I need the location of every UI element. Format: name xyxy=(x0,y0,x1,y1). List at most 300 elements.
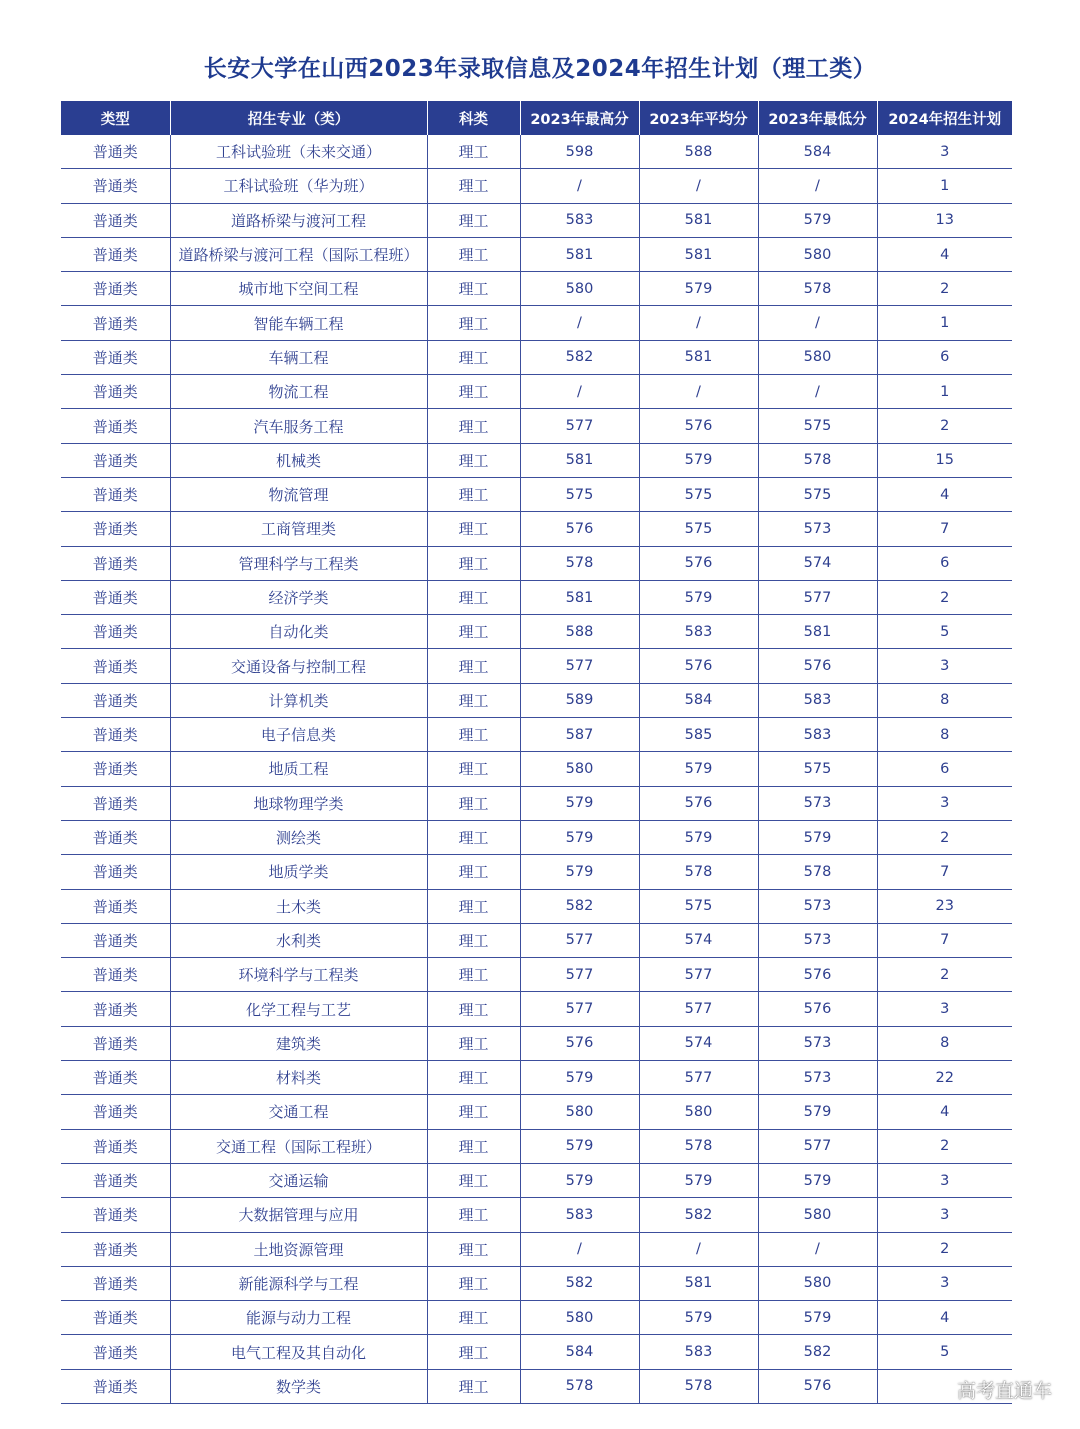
cell-min-score: 584 xyxy=(758,135,877,169)
cell-major: 机械类 xyxy=(170,443,427,477)
cell-major: 物流管理 xyxy=(170,477,427,511)
cell-subject: 理工 xyxy=(427,889,520,923)
cell-subject: 理工 xyxy=(427,752,520,786)
cell-plan-2024: 15 xyxy=(877,443,1012,477)
cell-min-score: 580 xyxy=(758,1198,877,1232)
cell-major: 计算机类 xyxy=(170,683,427,717)
cell-avg-score: 574 xyxy=(639,923,758,957)
cell-type: 普通类 xyxy=(61,992,170,1026)
cell-major: 化学工程与工艺 xyxy=(170,992,427,1026)
header-type: 类型 xyxy=(61,101,170,135)
cell-avg-score: 579 xyxy=(639,820,758,854)
cell-plan-2024: 4 xyxy=(877,237,1012,271)
cell-min-score: 575 xyxy=(758,752,877,786)
cell-plan-2024: 1 xyxy=(877,169,1012,203)
cell-subject: 理工 xyxy=(427,855,520,889)
cell-major: 大数据管理与应用 xyxy=(170,1198,427,1232)
cell-max-score: 582 xyxy=(520,889,639,923)
cell-major: 建筑类 xyxy=(170,1026,427,1060)
table-row xyxy=(61,272,1012,306)
cell-avg-score: 579 xyxy=(639,580,758,614)
cell-plan-2024: 2 xyxy=(877,958,1012,992)
cell-plan-2024: 4 xyxy=(877,1095,1012,1129)
cell-avg-score: 579 xyxy=(639,1163,758,1197)
header-major: 招生专业（类） xyxy=(170,101,427,135)
cell-subject: 理工 xyxy=(427,820,520,854)
cell-plan-2024: 7 xyxy=(877,923,1012,957)
table-row xyxy=(61,375,1012,409)
cell-subject: 理工 xyxy=(427,1061,520,1095)
cell-plan-2024: 3 xyxy=(877,1163,1012,1197)
cell-avg-score: 579 xyxy=(639,272,758,306)
cell-max-score: 577 xyxy=(520,923,639,957)
table-row xyxy=(61,1095,1012,1129)
cell-type: 普通类 xyxy=(61,546,170,580)
cell-min-score: 577 xyxy=(758,1129,877,1163)
table-row xyxy=(61,649,1012,683)
cell-subject: 理工 xyxy=(427,272,520,306)
cell-min-score: 576 xyxy=(758,992,877,1026)
cell-major: 地质学类 xyxy=(170,855,427,889)
cell-type: 普通类 xyxy=(61,512,170,546)
cell-type: 普通类 xyxy=(61,1095,170,1129)
cell-min-score: 583 xyxy=(758,683,877,717)
cell-plan-2024: 2 xyxy=(877,1129,1012,1163)
table-row xyxy=(61,340,1012,374)
cell-type: 普通类 xyxy=(61,958,170,992)
table-row xyxy=(61,1163,1012,1197)
cell-type: 普通类 xyxy=(61,855,170,889)
cell-plan-2024: 6 xyxy=(877,752,1012,786)
cell-max-score: 577 xyxy=(520,409,639,443)
table-row xyxy=(61,1369,1012,1403)
header-subject: 科类 xyxy=(427,101,520,135)
cell-major: 城市地下空间工程 xyxy=(170,272,427,306)
cell-plan-2024: 4 xyxy=(877,477,1012,511)
cell-major: 电子信息类 xyxy=(170,718,427,752)
cell-min-score: 575 xyxy=(758,477,877,511)
cell-type: 普通类 xyxy=(61,135,170,169)
cell-max-score: 583 xyxy=(520,1198,639,1232)
cell-type: 普通类 xyxy=(61,1301,170,1335)
cell-avg-score: 578 xyxy=(639,1369,758,1403)
cell-min-score: / xyxy=(758,306,877,340)
cell-max-score: 598 xyxy=(520,135,639,169)
cell-type: 普通类 xyxy=(61,1198,170,1232)
watermark: 高考直通车 xyxy=(956,1380,1052,1402)
cell-subject: 理工 xyxy=(427,1301,520,1335)
cell-type: 普通类 xyxy=(61,786,170,820)
cell-min-score: / xyxy=(758,375,877,409)
cell-subject: 理工 xyxy=(427,1129,520,1163)
cell-max-score: 582 xyxy=(520,340,639,374)
cell-max-score: 577 xyxy=(520,649,639,683)
cell-subject: 理工 xyxy=(427,203,520,237)
cell-type: 普通类 xyxy=(61,272,170,306)
cell-major: 材料类 xyxy=(170,1061,427,1095)
cell-major: 土木类 xyxy=(170,889,427,923)
cell-major: 管理科学与工程类 xyxy=(170,546,427,580)
cell-avg-score: 578 xyxy=(639,855,758,889)
cell-subject: 理工 xyxy=(427,923,520,957)
cell-type: 普通类 xyxy=(61,443,170,477)
table-row xyxy=(61,683,1012,717)
cell-type: 普通类 xyxy=(61,1129,170,1163)
cell-subject: 理工 xyxy=(427,1232,520,1266)
cell-max-score: 587 xyxy=(520,718,639,752)
cell-subject: 理工 xyxy=(427,683,520,717)
cell-major: 电气工程及其自动化 xyxy=(170,1335,427,1369)
cell-subject: 理工 xyxy=(427,546,520,580)
cell-plan-2024: 2 xyxy=(877,580,1012,614)
cell-avg-score: 579 xyxy=(639,752,758,786)
cell-avg-score: 574 xyxy=(639,1026,758,1060)
cell-major: 汽车服务工程 xyxy=(170,409,427,443)
cell-max-score: 577 xyxy=(520,958,639,992)
cell-min-score: 577 xyxy=(758,580,877,614)
table-row xyxy=(61,1266,1012,1300)
cell-subject: 理工 xyxy=(427,958,520,992)
cell-avg-score: 581 xyxy=(639,203,758,237)
header-avg-score: 2023年平均分 xyxy=(639,101,758,135)
cell-subject: 理工 xyxy=(427,512,520,546)
cell-max-score: / xyxy=(520,169,639,203)
cell-type: 普通类 xyxy=(61,889,170,923)
cell-subject: 理工 xyxy=(427,409,520,443)
cell-max-score: 580 xyxy=(520,272,639,306)
cell-min-score: 576 xyxy=(758,649,877,683)
cell-min-score: 580 xyxy=(758,237,877,271)
cell-min-score: / xyxy=(758,1232,877,1266)
cell-avg-score: 583 xyxy=(639,615,758,649)
table-row xyxy=(61,992,1012,1026)
cell-avg-score: / xyxy=(639,375,758,409)
cell-min-score: 579 xyxy=(758,1301,877,1335)
cell-plan-2024: 3 xyxy=(877,135,1012,169)
cell-major: 工科试验班（未来交通） xyxy=(170,135,427,169)
cell-type: 普通类 xyxy=(61,718,170,752)
cell-avg-score: 581 xyxy=(639,1266,758,1300)
cell-max-score: 584 xyxy=(520,1335,639,1369)
table-row xyxy=(61,958,1012,992)
cell-subject: 理工 xyxy=(427,786,520,820)
table-row xyxy=(61,1061,1012,1095)
cell-avg-score: 578 xyxy=(639,1129,758,1163)
cell-subject: 理工 xyxy=(427,1266,520,1300)
table-row xyxy=(61,923,1012,957)
cell-subject: 理工 xyxy=(427,580,520,614)
table-row xyxy=(61,512,1012,546)
cell-max-score: 575 xyxy=(520,477,639,511)
cell-type: 普通类 xyxy=(61,375,170,409)
cell-min-score: 581 xyxy=(758,615,877,649)
cell-max-score: / xyxy=(520,375,639,409)
table-row xyxy=(61,1129,1012,1163)
cell-max-score: 580 xyxy=(520,752,639,786)
cell-min-score: / xyxy=(758,169,877,203)
cell-min-score: 573 xyxy=(758,889,877,923)
table-row xyxy=(61,889,1012,923)
cell-major: 地球物理学类 xyxy=(170,786,427,820)
table-row xyxy=(61,718,1012,752)
cell-plan-2024: 23 xyxy=(877,889,1012,923)
table-row xyxy=(61,409,1012,443)
cell-max-score: / xyxy=(520,1232,639,1266)
cell-major: 交通工程 xyxy=(170,1095,427,1129)
cell-plan-2024: 4 xyxy=(877,1301,1012,1335)
cell-subject: 理工 xyxy=(427,1163,520,1197)
cell-max-score: 577 xyxy=(520,992,639,1026)
table-row xyxy=(61,855,1012,889)
cell-major: 工商管理类 xyxy=(170,512,427,546)
cell-plan-2024: 2 xyxy=(877,820,1012,854)
cell-type: 普通类 xyxy=(61,169,170,203)
cell-type: 普通类 xyxy=(61,683,170,717)
cell-major: 新能源科学与工程 xyxy=(170,1266,427,1300)
cell-avg-score: 577 xyxy=(639,992,758,1026)
cell-plan-2024: 5 xyxy=(877,615,1012,649)
cell-min-score: 573 xyxy=(758,923,877,957)
cell-type: 普通类 xyxy=(61,306,170,340)
cell-subject: 理工 xyxy=(427,340,520,374)
cell-plan-2024: 3 xyxy=(877,992,1012,1026)
cell-max-score: 581 xyxy=(520,580,639,614)
cell-avg-score: 579 xyxy=(639,443,758,477)
cell-max-score: 583 xyxy=(520,203,639,237)
cell-plan-2024: 8 xyxy=(877,683,1012,717)
cell-type: 普通类 xyxy=(61,1335,170,1369)
cell-plan-2024: 3 xyxy=(877,786,1012,820)
cell-avg-score: / xyxy=(639,1232,758,1266)
cell-avg-score: 580 xyxy=(639,1095,758,1129)
cell-max-score: / xyxy=(520,306,639,340)
cell-major: 交通设备与控制工程 xyxy=(170,649,427,683)
cell-max-score: 576 xyxy=(520,512,639,546)
cell-plan-2024: 6 xyxy=(877,546,1012,580)
table-row xyxy=(61,1198,1012,1232)
cell-plan-2024: 7 xyxy=(877,855,1012,889)
cell-type: 普通类 xyxy=(61,1232,170,1266)
cell-plan-2024: 5 xyxy=(877,1335,1012,1369)
cell-major: 工科试验班（华为班） xyxy=(170,169,427,203)
cell-min-score: 578 xyxy=(758,443,877,477)
cell-subject: 理工 xyxy=(427,1335,520,1369)
cell-subject: 理工 xyxy=(427,477,520,511)
cell-max-score: 578 xyxy=(520,1369,639,1403)
cell-min-score: 578 xyxy=(758,272,877,306)
cell-max-score: 579 xyxy=(520,1163,639,1197)
cell-subject: 理工 xyxy=(427,1026,520,1060)
cell-type: 普通类 xyxy=(61,1163,170,1197)
cell-subject: 理工 xyxy=(427,135,520,169)
cell-plan-2024: 3 xyxy=(877,1266,1012,1300)
cell-major: 数学类 xyxy=(170,1369,427,1403)
cell-min-score: 578 xyxy=(758,855,877,889)
cell-max-score: 581 xyxy=(520,443,639,477)
table-header-row xyxy=(61,101,1012,135)
cell-avg-score: 575 xyxy=(639,477,758,511)
cell-plan-2024: 22 xyxy=(877,1061,1012,1095)
cell-major: 道路桥梁与渡河工程 xyxy=(170,203,427,237)
cell-min-score: 574 xyxy=(758,546,877,580)
cell-max-score: 582 xyxy=(520,1266,639,1300)
cell-plan-2024: 3 xyxy=(877,1198,1012,1232)
cell-min-score: 580 xyxy=(758,1266,877,1300)
cell-min-score: 575 xyxy=(758,409,877,443)
cell-min-score: 579 xyxy=(758,203,877,237)
cell-avg-score: 575 xyxy=(639,512,758,546)
cell-avg-score: 575 xyxy=(639,889,758,923)
cell-major: 测绘类 xyxy=(170,820,427,854)
table-row xyxy=(61,1335,1012,1369)
cell-max-score: 579 xyxy=(520,855,639,889)
cell-avg-score: 576 xyxy=(639,546,758,580)
cell-min-score: 579 xyxy=(758,1163,877,1197)
table-row xyxy=(61,443,1012,477)
table-row xyxy=(61,546,1012,580)
cell-avg-score: 576 xyxy=(639,649,758,683)
cell-max-score: 579 xyxy=(520,786,639,820)
cell-plan-2024: 2 xyxy=(877,272,1012,306)
table-row xyxy=(61,306,1012,340)
table-row xyxy=(61,786,1012,820)
cell-subject: 理工 xyxy=(427,718,520,752)
cell-subject: 理工 xyxy=(427,1369,520,1403)
cell-min-score: 573 xyxy=(758,512,877,546)
cell-subject: 理工 xyxy=(427,615,520,649)
cell-avg-score: 581 xyxy=(639,340,758,374)
table-row xyxy=(61,1301,1012,1335)
cell-max-score: 580 xyxy=(520,1095,639,1129)
cell-plan-2024: 2 xyxy=(877,1232,1012,1266)
cell-type: 普通类 xyxy=(61,409,170,443)
cell-max-score: 576 xyxy=(520,1026,639,1060)
cell-min-score: 582 xyxy=(758,1335,877,1369)
cell-subject: 理工 xyxy=(427,443,520,477)
cell-major: 智能车辆工程 xyxy=(170,306,427,340)
cell-max-score: 589 xyxy=(520,683,639,717)
cell-major: 物流工程 xyxy=(170,375,427,409)
cell-avg-score: 576 xyxy=(639,786,758,820)
table-row xyxy=(61,1026,1012,1060)
table-row xyxy=(61,237,1012,271)
table-row xyxy=(61,615,1012,649)
cell-plan-2024: 7 xyxy=(877,512,1012,546)
cell-avg-score: 582 xyxy=(639,1198,758,1232)
cell-min-score: 576 xyxy=(758,1369,877,1403)
cell-plan-2024: 2 xyxy=(877,409,1012,443)
header-max-score: 2023年最高分 xyxy=(520,101,639,135)
table-row xyxy=(61,203,1012,237)
table-row xyxy=(61,477,1012,511)
cell-subject: 理工 xyxy=(427,1095,520,1129)
cell-subject: 理工 xyxy=(427,992,520,1026)
cell-avg-score: 588 xyxy=(639,135,758,169)
cell-min-score: 573 xyxy=(758,1026,877,1060)
cell-subject: 理工 xyxy=(427,169,520,203)
header-min-score: 2023年最低分 xyxy=(758,101,877,135)
cell-avg-score: 577 xyxy=(639,958,758,992)
cell-max-score: 581 xyxy=(520,237,639,271)
cell-plan-2024: 1 xyxy=(877,306,1012,340)
cell-plan-2024: 3 xyxy=(877,649,1012,683)
table-row xyxy=(61,1232,1012,1266)
table-row xyxy=(61,135,1012,169)
cell-subject: 理工 xyxy=(427,375,520,409)
cell-type: 普通类 xyxy=(61,820,170,854)
cell-subject: 理工 xyxy=(427,649,520,683)
cell-plan-2024: 6 xyxy=(877,340,1012,374)
cell-major: 能源与动力工程 xyxy=(170,1301,427,1335)
cell-type: 普通类 xyxy=(61,477,170,511)
cell-type: 普通类 xyxy=(61,923,170,957)
cell-subject: 理工 xyxy=(427,237,520,271)
cell-type: 普通类 xyxy=(61,649,170,683)
table-body xyxy=(61,135,1012,1403)
cell-subject: 理工 xyxy=(427,306,520,340)
cell-type: 普通类 xyxy=(61,752,170,786)
cell-avg-score: 577 xyxy=(639,1061,758,1095)
cell-min-score: 573 xyxy=(758,786,877,820)
cell-type: 普通类 xyxy=(61,1061,170,1095)
cell-major: 车辆工程 xyxy=(170,340,427,374)
cell-type: 普通类 xyxy=(61,580,170,614)
cell-type: 普通类 xyxy=(61,615,170,649)
cell-max-score: 579 xyxy=(520,1061,639,1095)
cell-avg-score: 585 xyxy=(639,718,758,752)
cell-plan-2024: 8 xyxy=(877,718,1012,752)
cell-min-score: 583 xyxy=(758,718,877,752)
cell-max-score: 579 xyxy=(520,1129,639,1163)
table-row xyxy=(61,580,1012,614)
cell-major: 土地资源管理 xyxy=(170,1232,427,1266)
cell-major: 环境科学与工程类 xyxy=(170,958,427,992)
cell-max-score: 580 xyxy=(520,1301,639,1335)
cell-major: 水利类 xyxy=(170,923,427,957)
admissions-table xyxy=(61,101,1012,1404)
cell-plan-2024: 1 xyxy=(877,375,1012,409)
cell-avg-score: 581 xyxy=(639,237,758,271)
cell-type: 普通类 xyxy=(61,237,170,271)
cell-major: 交通工程（国际工程班） xyxy=(170,1129,427,1163)
cell-type: 普通类 xyxy=(61,340,170,374)
cell-max-score: 579 xyxy=(520,820,639,854)
cell-min-score: 573 xyxy=(758,1061,877,1095)
cell-type: 普通类 xyxy=(61,203,170,237)
cell-major: 交通运输 xyxy=(170,1163,427,1197)
cell-avg-score: 576 xyxy=(639,409,758,443)
cell-avg-score: 579 xyxy=(639,1301,758,1335)
cell-max-score: 588 xyxy=(520,615,639,649)
cell-major: 自动化类 xyxy=(170,615,427,649)
cell-type: 普通类 xyxy=(61,1026,170,1060)
cell-min-score: 579 xyxy=(758,1095,877,1129)
cell-avg-score: / xyxy=(639,169,758,203)
page-title: 长安大学在山西2023年录取信息及2024年招生计划（理工类） xyxy=(203,56,877,82)
cell-plan-2024: 8 xyxy=(877,1026,1012,1060)
cell-max-score: 578 xyxy=(520,546,639,580)
cell-min-score: 579 xyxy=(758,820,877,854)
table-row xyxy=(61,820,1012,854)
cell-type: 普通类 xyxy=(61,1369,170,1403)
cell-plan-2024: 13 xyxy=(877,203,1012,237)
header-plan-2024: 2024年招生计划 xyxy=(877,101,1012,135)
cell-min-score: 576 xyxy=(758,958,877,992)
table-row xyxy=(61,752,1012,786)
table-row xyxy=(61,169,1012,203)
cell-major: 经济学类 xyxy=(170,580,427,614)
cell-type: 普通类 xyxy=(61,1266,170,1300)
